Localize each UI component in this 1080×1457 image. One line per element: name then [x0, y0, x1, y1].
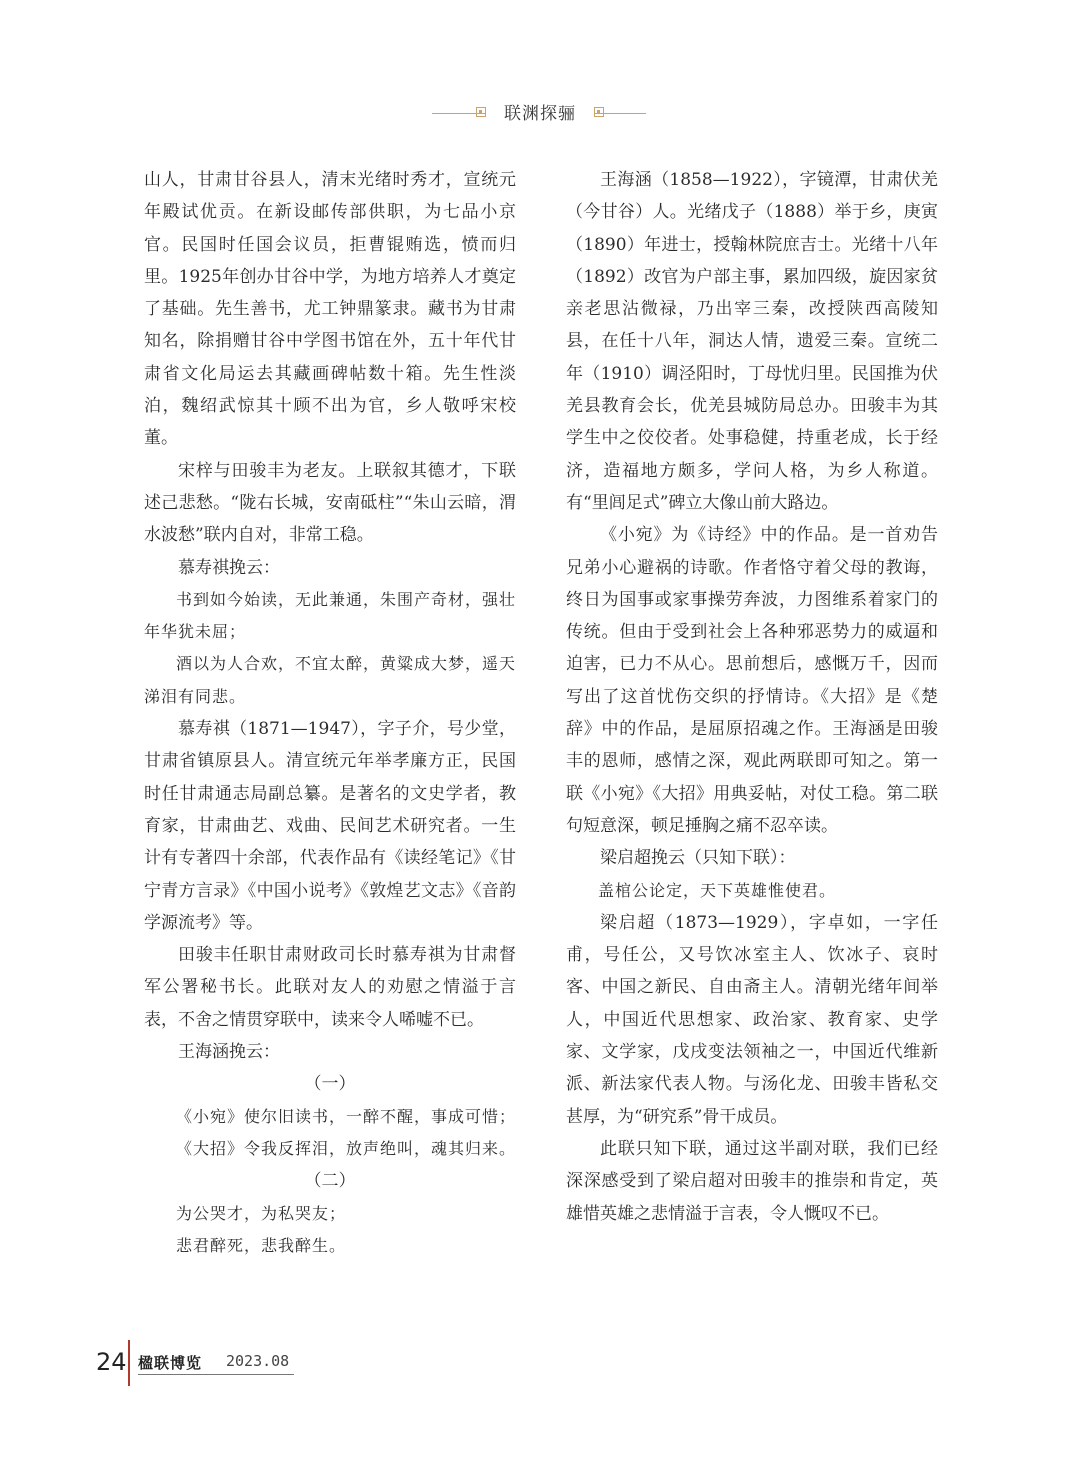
couplet-line: 悲君醉死，悲我醉生。 — [176, 1235, 347, 1255]
running-header — [0, 96, 1080, 128]
footer-rule — [138, 1374, 294, 1375]
paragraph: 梁启超（1873—1929），字卓如，一字任甫，号任公，又号饮冰室主人、饮冰子、哀时客、中国之新民、自由斋主人。清朝光绪年间举人，中国近代思想家、政治家、教育家、史学家、文学家，戊戌变法领袖之一，中国近代维新派、新法家代表人物。与汤化龙、田骏丰皆私交甚厚，为“研究系”骨干成员。 — [566, 912, 938, 1127]
header-rule-right — [594, 113, 646, 114]
magazine-name: 楹联博览 — [138, 1354, 203, 1372]
couplet-line: 为公哭才，为私哭友； — [176, 1203, 347, 1223]
couplet-intro: 慕寿祺挽云： — [178, 557, 280, 578]
issue-date: 2023.08 — [226, 1352, 290, 1370]
footer-divider — [128, 1340, 130, 1386]
couplet-line: 酒以为人合欢，不宜太醉，黄粱成大梦，遥天涕泪有同悲。 — [144, 654, 517, 706]
page-footer — [0, 1340, 1080, 1390]
couplet-intro: 梁启超挽云（只知下联）： — [600, 848, 796, 869]
paragraph: 宋梓与田骏丰为老友。上联叙其德才，下联述己悲愁。“陇右长城，安南砥柱”“朱山云暗，渭水波愁”联内自对，非常工稳。 — [144, 460, 516, 546]
fret-ornament-right-icon — [594, 107, 604, 117]
right-column — [566, 164, 938, 1230]
paragraph: 田骏丰任职甘肃财政司长时慕寿祺为甘肃督军公署秘书长。此联对友人的劝慰之情溢于言表，不舍之情贯穿联中，读来令人唏嘘不已。 — [144, 945, 516, 1030]
paragraph: 此联只知下联，通过这半副对联，我们已经深深感受到了梁启超对田骏丰的推崇和肯定，英雄惜英雄之悲情溢于言表，令人慨叹不已。 — [566, 1138, 938, 1224]
couplet-line: 《小宛》使尔旧读书，一醉不醒，事成可惜； — [176, 1106, 517, 1126]
couplet-line: 盖棺公论定，天下英雄惟使君。 — [598, 880, 837, 900]
fret-ornament-left-icon — [476, 107, 486, 117]
paragraph: 王海涵（1858—1922），字镜潭，甘肃伏羌（今甘谷）人。光绪戊子（1888）举于乡，庚寅（1890）年进士，授翰林院庶吉士。光绪十八年（1892）改官为户部主事，累加四级，旋因家贫亲老思沾微禄，乃出宰三秦，改授陕西高陵知县，在任十八年，洞达人情，遗爱三秦。宣统二年（1910）调泾阳时，丁母忧归里。民国推为伏羌县教育会长，优羌县城防局总办。田骏丰为其学生中之佼佼者。处事稳健，持重老成，长于经济，造福地方颇多，学问人格，为乡人称道。有“里闾足式”碑立大像山前大路边。 — [566, 170, 938, 513]
section-title: 联渊探骊 — [504, 104, 576, 124]
paragraph: 山人，甘肃甘谷县人，清末光绪时秀才，宣统元年殿试优贡。在新设邮传部供职，为七品小京官。民国时任国会议员，拒曹锟贿选，愤而归里。1925年创办甘谷中学，为地方培养人才奠定了基础。先生善书，尤工钟鼎篆隶。藏书为甘肃知名，除捐赠甘谷中学图书馆在外，五十年代甘肃省文化局运去其藏画碑帖数十箱。先生性淡泊，魏绍武惊其十顾不出为官，乡人敬呼宋校董。 — [144, 170, 516, 449]
couplet-number: （一） — [304, 1074, 356, 1095]
page-number: 24 — [96, 1348, 127, 1376]
couplet-number: （二） — [304, 1171, 356, 1192]
paragraph: 《小宛》为《诗经》中的作品。是一首劝告兄弟小心避祸的诗歌。作者恪守着父母的教诲，终日为国事或家事操劳奔波，力图维系着家门的传统。但由于受到社会上各种邪恶势力的威逼和迫害，已力不从心。思前想后，感慨万千，因而写出了这首忧伤交织的抒情诗。《大招》是《楚辞》中的作品，是屈原招魂之作。王海涵是田骏丰的恩师，感情之深，观此两联即可知之。第一联《小宛》《大招》用典妥帖，对仗工稳。第二联句短意深，顿足捶胸之痛不忍卒读。 — [566, 525, 938, 836]
couplet-line: 《大招》令我反挥泪，放声绝叫，魂其归来。 — [176, 1138, 517, 1158]
couplet-line: 书到如今始读，无此兼通，朱围产奇材，强壮年华犹未屈； — [144, 589, 517, 642]
paragraph: 慕寿祺（1871—1947），字子介，号少堂，甘肃省镇原县人。清宣统元年举孝廉方正，民国时任甘肃通志局副总纂。是著名的文史学者，教育家，甘肃曲艺、戏曲、民间艺术研究者。一生计有专著四十余部，代表作品有《读经笔记》《甘宁青方言录》《中国小说考》《敦煌艺文志》《音韵学源流考》等。 — [144, 719, 516, 933]
left-column — [144, 164, 516, 1262]
couplet-intro: 王海涵挽云： — [178, 1042, 280, 1063]
